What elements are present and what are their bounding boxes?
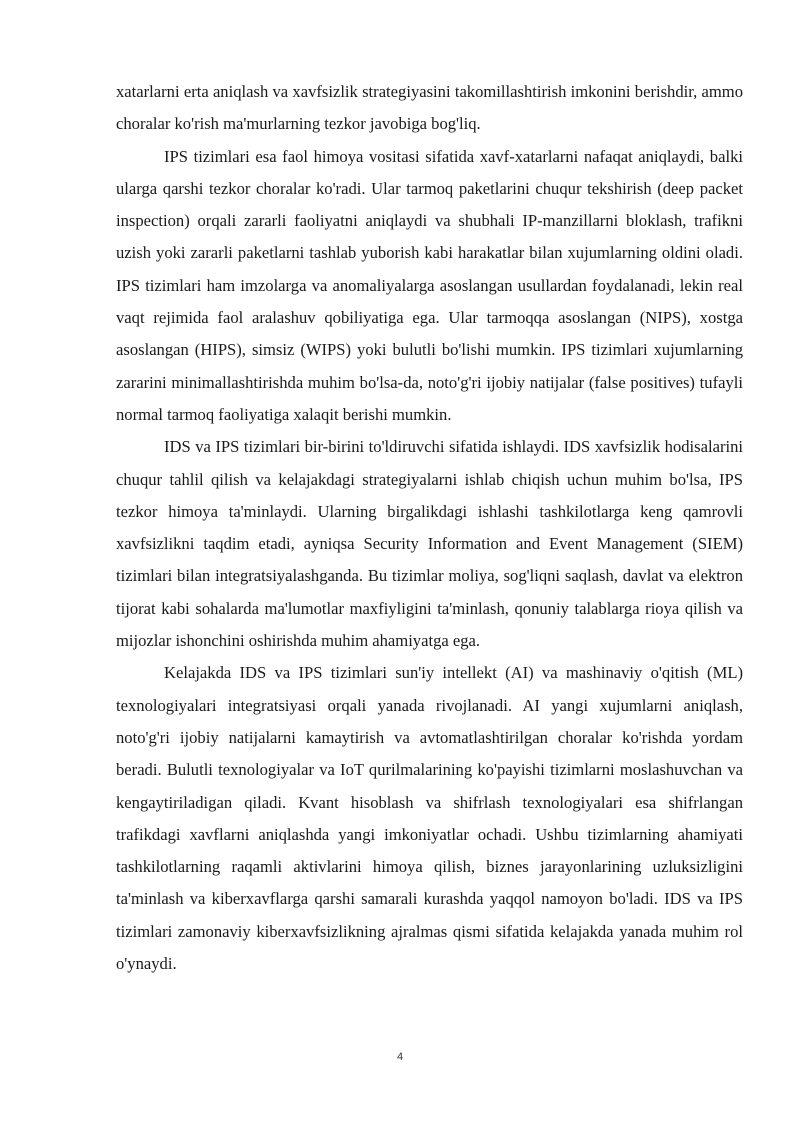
paragraph-4: Kelajakda IDS va IPS tizimlari sun'iy intellekt (AI) va mashinaviy o'qitish (ML) texnologiyalari integratsiyasi orqali yanada rivojlanadi. AI yangi xujumlarni aniqlash, noto'g'ri ijobiy natijalarni kamaytirish va avtomatlashtirilgan choralar ko'rishda yordam beradi. Bulutli texnologiyalar va IoT qurilmalarining ko'payishi tizimlarni moslashuvchan va kengaytiriladigan qiladi. Kvant hisoblash va shifrlash texnologiyalari esa shifrlangan trafikdagi xavflarni aniqlashda yangi imkoniyatlar ochadi. Ushbu tizimlarning ahamiyati tashkilotlarning raqamli aktivlarini himoya qilish, biznes jarayonlarining uzluksizligini ta'minlash va kiberxavflarga qarshi samarali kurashda yaqqol namoyon bo'ladi. IDS va IPS tizimlari zamonaviy kiberxavfsizlikning ajralmas qismi sifatida kelajakda yanada muhim rol o'ynaydi.: [116, 663, 743, 974]
body-text: [116, 76, 743, 980]
paragraph-1: xatarlarni erta aniqlash va xavfsizlik strategiyasini takomillashtirish imkonini berishdir, ammo choralar ko'rish ma'murlarning tezkor javobiga bog'liq.: [116, 82, 743, 134]
page-number: 4: [396, 1051, 404, 1063]
paragraph-2: IPS tizimlari esa faol himoya vositasi sifatida xavf-xatarlarni nafaqat aniqlaydi, balki ularga qarshi tezkor choralar ko'radi. Ular tarmoq paketlarini chuqur tekshirish (deep packet inspection) orqali zararli faoliyatni aniqlaydi va shubhali IP-manzillarni bloklash, trafikni uzish yoki zararli paketlarni tashlab yuborish kabi harakatlar bilan xujumlarning oldini oladi. IPS tizimlari ham imzolarga va anomaliyalarga asoslangan usullardan foydalanadi, lekin real vaqt rejimida faol aralashuv qobiliyatiga ega. Ular tarmoqqa asoslangan (NIPS), xostga asoslangan (HIPS), simsiz (WIPS) yoki bulutli bo'lishi mumkin. IPS tizimlari xujumlarning zararini minimallashtirishda muhim bo'lsa-da, noto'g'ri ijobiy natijalar (false positives) tufayli normal tarmoq faoliyatiga xalaqit berishi mumkin.: [116, 146, 743, 424]
paragraph-3: IDS va IPS tizimlari bir-birini to'ldiruvchi sifatida ishlaydi. IDS xavfsizlik hodisalarini chuqur tahlil qilish va kelajakdagi strategiyalarni ishlab chiqish uchun muhim bo'lsa, IPS tezkor himoya ta'minlaydi. Ularning birgalikdagi ishlashi tashkilotlarga keng qamrovli xavfsizlikni taqdim etadi, ayniqsa Security Information and Event Management (SIEM) tizimlari bilan integratsiyalashganda. Bu tizimlar moliya, sog'liqni saqlash, davlat va elektron tijorat kabi sohalarda ma'lumotlar maxfiyligini ta'minlash, qonuniy talablarga rioya qilish va mijozlar ishonchini oshirishda muhim ahamiyatga ega.: [116, 437, 743, 651]
